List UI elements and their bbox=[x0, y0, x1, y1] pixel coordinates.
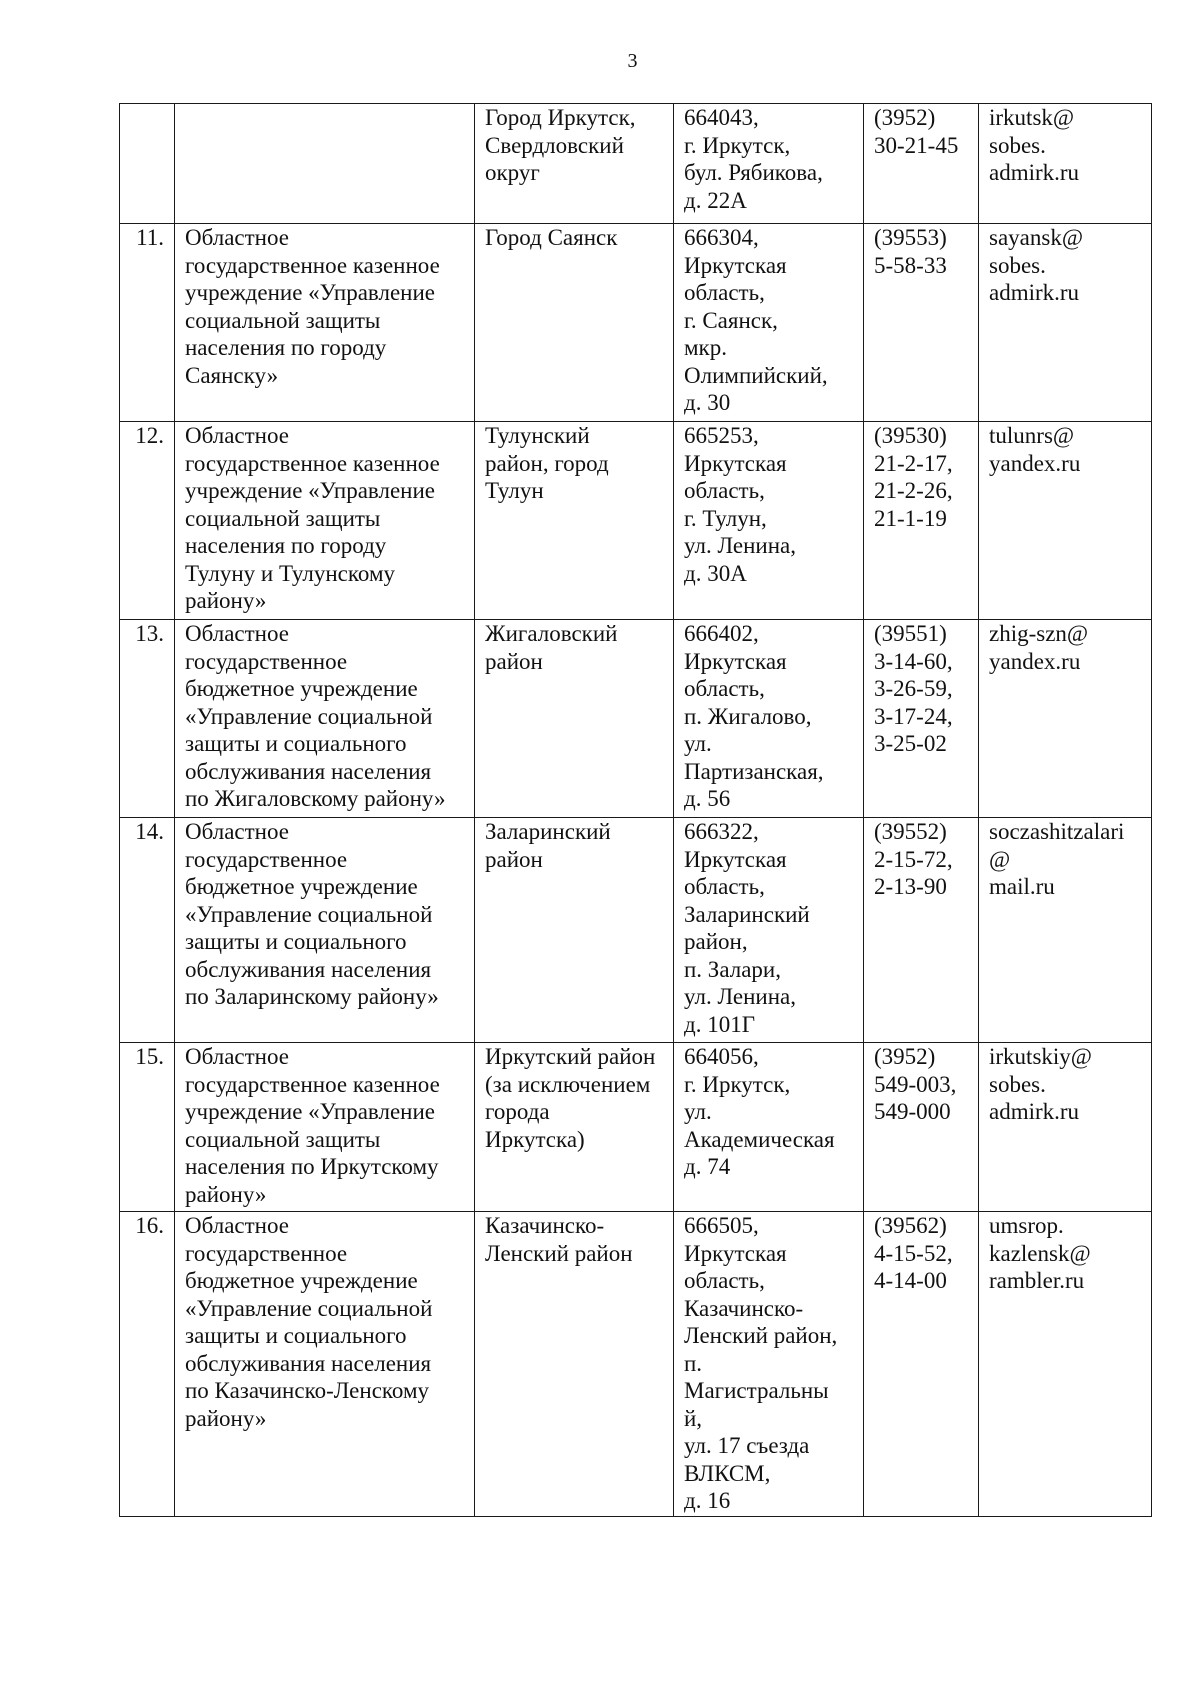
row-number: 14. bbox=[120, 818, 175, 1043]
postal-address: 665253, Иркутская область, г. Тулун, ул. Ленина, д. 30А bbox=[674, 422, 864, 620]
postal-address: 664043, г. Иркутск, бул. Рябикова, д. 22А bbox=[674, 104, 864, 224]
organization-name: Областное государственное бюджетное учреждение «Управление социальной защиты и социального обслуживания населения по Жигаловскому району» bbox=[175, 620, 475, 818]
postal-address: 666505, Иркутская область, Казачинско- Ленский район, п. Магистральны й, ул. 17 съезда ВЛКСМ, д. 16 bbox=[674, 1212, 864, 1517]
phone-numbers: (39530) 21-2-17, 21-2-26, 21-1-19 bbox=[864, 422, 979, 620]
organization-name: Областное государственное казенное учреждение «Управление социальной защиты населения по Иркутскому району» bbox=[175, 1043, 475, 1212]
email-address: soczashitzalari @ mail.ru bbox=[979, 818, 1152, 1043]
phone-numbers: (39553) 5-58-33 bbox=[864, 224, 979, 422]
territory: Казачинско- Ленский район bbox=[475, 1212, 674, 1517]
territory: Иркутский район (за исключением города Иркутска) bbox=[475, 1043, 674, 1212]
table-row bbox=[120, 620, 1152, 818]
phone-numbers: (39562) 4-15-52, 4-14-00 bbox=[864, 1212, 979, 1517]
row-number: 16. bbox=[120, 1212, 175, 1517]
postal-address: 664056, г. Иркутск, ул. Академическая д. 74 bbox=[674, 1043, 864, 1212]
territory: Заларинский район bbox=[475, 818, 674, 1043]
organization-name: Областное государственное бюджетное учреждение «Управление социальной защиты и социального обслуживания населения по Заларинскому району» bbox=[175, 818, 475, 1043]
phone-numbers: (3952) 30-21-45 bbox=[864, 104, 979, 224]
organization-name: Областное государственное казенное учреждение «Управление социальной защиты населения по городу Тулуну и Тулунскому району» bbox=[175, 422, 475, 620]
row-number: 15. bbox=[120, 1043, 175, 1212]
row-number: 12. bbox=[120, 422, 175, 620]
table-row bbox=[120, 104, 1152, 224]
email-address: irkutskiy@ sobes. admirk.ru bbox=[979, 1043, 1152, 1212]
organization-name: Областное государственное бюджетное учреждение «Управление социальной защиты и социального обслуживания населения по Казачинско-Ленскому району» bbox=[175, 1212, 475, 1517]
phone-numbers: (39552) 2-15-72, 2-13-90 bbox=[864, 818, 979, 1043]
email-address: zhig-szn@ yandex.ru bbox=[979, 620, 1152, 818]
page-number: 3 bbox=[627, 50, 638, 72]
email-address: irkutsk@ sobes. admirk.ru bbox=[979, 104, 1152, 224]
table-row bbox=[120, 224, 1152, 422]
row-number: 13. bbox=[120, 620, 175, 818]
territory: Жигаловский район bbox=[475, 620, 674, 818]
table-row bbox=[120, 422, 1152, 620]
territory: Тулунский район, город Тулун bbox=[475, 422, 674, 620]
organization-name: Областное государственное казенное учреждение «Управление социальной защиты населения по городу Саянску» bbox=[175, 224, 475, 422]
row-number bbox=[120, 104, 175, 224]
phone-numbers: (3952) 549-003, 549-000 bbox=[864, 1043, 979, 1212]
email-address: sayansk@ sobes. admirk.ru bbox=[979, 224, 1152, 422]
table-row bbox=[120, 818, 1152, 1043]
social-protection-offices-table bbox=[119, 103, 1152, 1517]
email-address: umsrop. kazlensk@ rambler.ru bbox=[979, 1212, 1152, 1517]
email-address: tulunrs@ yandex.ru bbox=[979, 422, 1152, 620]
phone-numbers: (39551) 3-14-60, 3-26-59, 3-17-24, 3-25-02 bbox=[864, 620, 979, 818]
postal-address: 666304, Иркутская область, г. Саянск, мкр. Олимпийский, д. 30 bbox=[674, 224, 864, 422]
table-row bbox=[120, 1212, 1152, 1517]
territory: Город Иркутск, Свердловский округ bbox=[475, 104, 674, 224]
postal-address: 666322, Иркутская область, Заларинский район, п. Залари, ул. Ленина, д. 101Г bbox=[674, 818, 864, 1043]
row-number: 11. bbox=[120, 224, 175, 422]
postal-address: 666402, Иркутская область, п. Жигалово, ул. Партизанская, д. 56 bbox=[674, 620, 864, 818]
table-row bbox=[120, 1043, 1152, 1212]
territory: Город Саянск bbox=[475, 224, 674, 422]
organization-name bbox=[175, 104, 475, 224]
